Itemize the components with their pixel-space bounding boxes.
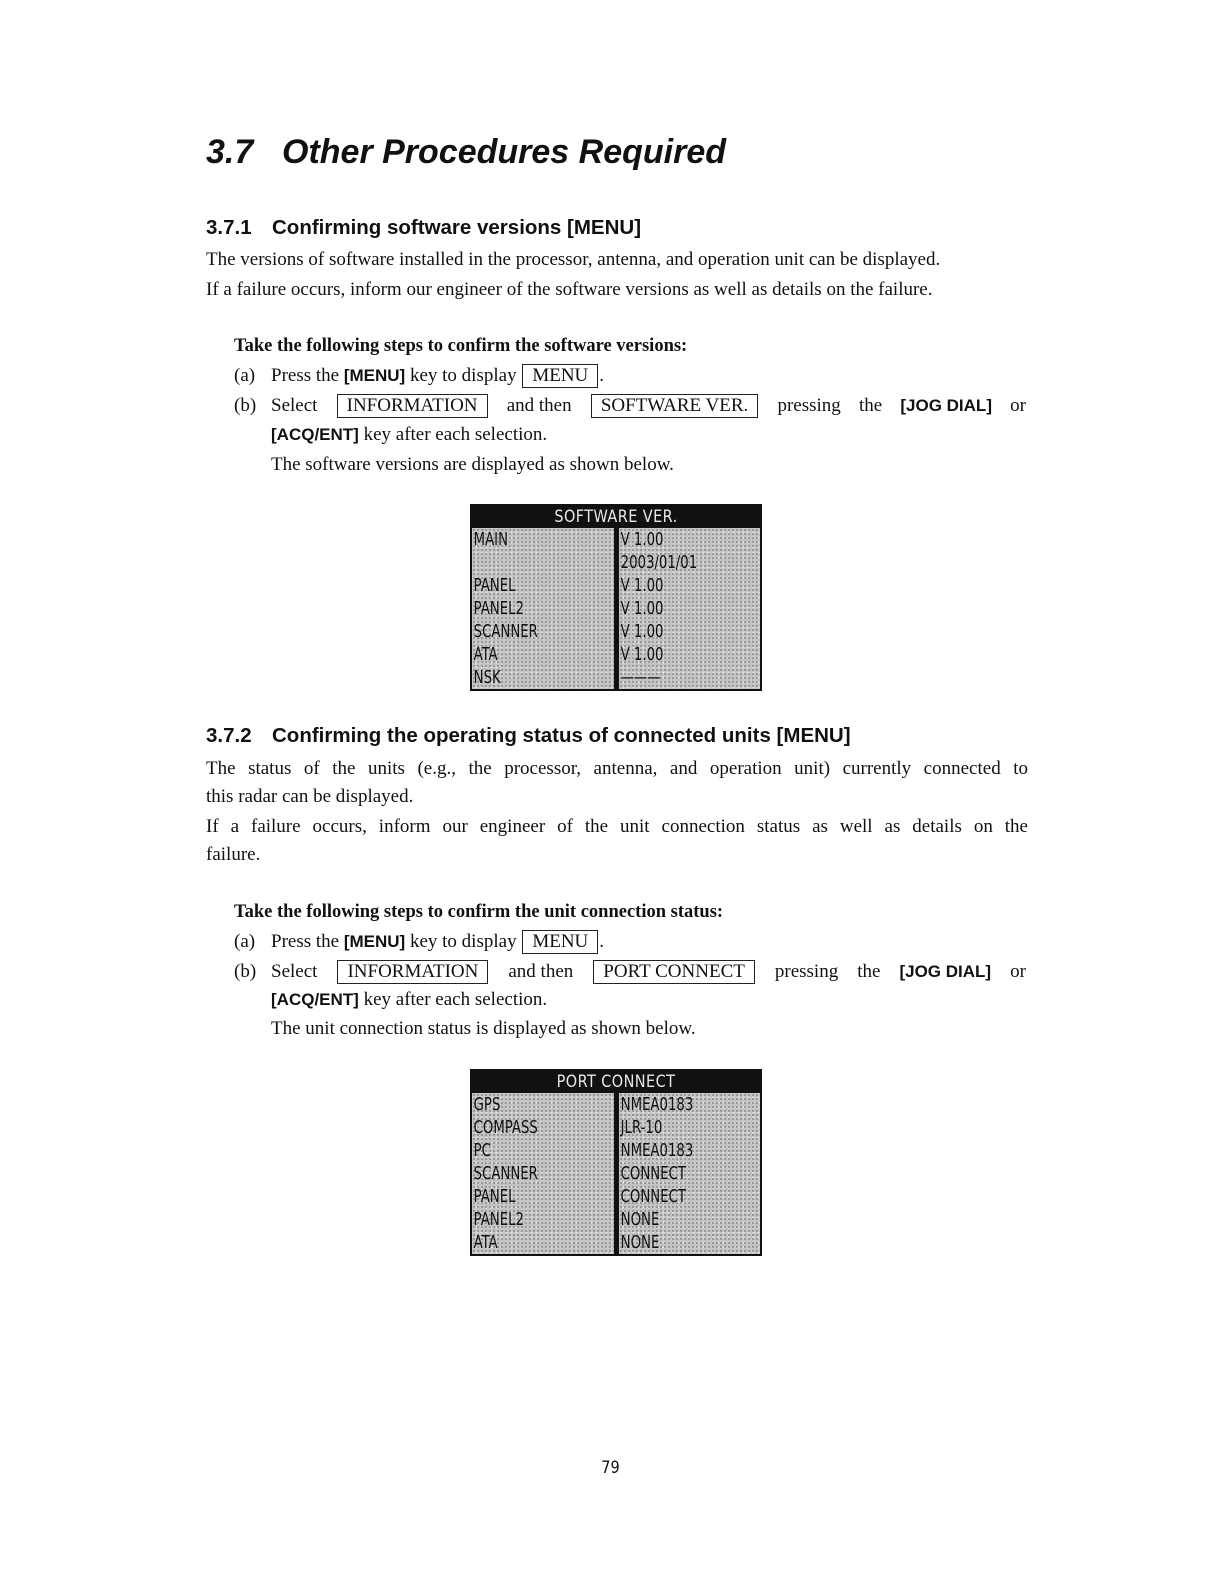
- step-text: or: [1010, 961, 1026, 982]
- screen-label: SCANNER: [473, 621, 538, 642]
- screen-value: NONE: [620, 1209, 660, 1230]
- screen-title: PORT CONNECT: [556, 1072, 676, 1092]
- menu-item-box: SOFTWARE VER.: [591, 394, 758, 418]
- section-heading-text: Confirming the operating status of connected units [MENU]: [272, 724, 851, 747]
- step-text: or: [1010, 395, 1026, 416]
- screen-label: GPS: [473, 1094, 501, 1115]
- step-text: pressing: [774, 961, 839, 982]
- screen-label: PANEL: [473, 1186, 516, 1207]
- key-name: [MENU]: [343, 932, 406, 951]
- screen-label: PANEL2: [473, 598, 524, 619]
- screen-value: CONNECT: [620, 1186, 687, 1207]
- step-text: Press the: [271, 365, 344, 386]
- paragraph-line: failure.: [206, 844, 261, 865]
- menu-item-box: MENU: [522, 364, 598, 388]
- step-a: [234, 361, 1026, 390]
- screen-label: [472, 551, 588, 574]
- screen-grid: [472, 528, 760, 689]
- step-text: key to display: [405, 365, 522, 386]
- paragraph-line: The status of the units (e.g., the processor, antenna, and operation unit) currently connected to: [206, 758, 1028, 779]
- step-text: .: [599, 931, 605, 952]
- section-heading-text: Confirming software versions [MENU]: [272, 216, 642, 239]
- screen-label: MAIN: [473, 529, 509, 550]
- section-number: 3.7.1: [206, 216, 252, 239]
- screen-label: COMPASS: [473, 1117, 538, 1138]
- step-letter: (a): [234, 365, 256, 386]
- step-text: pressing: [777, 395, 841, 416]
- screen-value: V 1.00: [620, 529, 664, 550]
- screen-value: JLR-10: [620, 1117, 663, 1138]
- screen-label: NSK: [473, 667, 501, 688]
- screen-value: V 1.00: [620, 644, 664, 665]
- step-text: and then: [508, 961, 574, 982]
- step-result: The unit connection status is displayed as shown below.: [271, 1018, 696, 1039]
- step-text: Select: [271, 395, 318, 416]
- screen-grid: [472, 1093, 760, 1254]
- steps-lead: Take the following steps to confirm the unit connection status:: [234, 902, 724, 922]
- screen-value: ———: [620, 667, 661, 688]
- key-name: [JOG DIAL]: [899, 962, 992, 981]
- step-result: The software versions are displayed as shown below.: [271, 454, 674, 475]
- section-number: 3.7.2: [206, 724, 252, 747]
- step-text: Select: [271, 961, 318, 982]
- step-text: and then: [506, 395, 572, 416]
- screen-label: PANEL2: [473, 1209, 524, 1230]
- paragraph-line: If a failure occurs, inform our engineer of the software versions as well as details on the failure.: [206, 279, 933, 300]
- screen-value: NONE: [620, 1232, 660, 1253]
- chapter-title: [206, 133, 726, 172]
- menu-item-box: MENU: [522, 930, 598, 954]
- screen-label-column: [472, 1093, 619, 1254]
- screen-value: 2003/01/01: [620, 552, 698, 573]
- step-text: the: [857, 961, 881, 982]
- menu-item-box: INFORMATION: [337, 394, 488, 418]
- step-b-continuation: [271, 420, 547, 449]
- step-text: key to display: [405, 931, 522, 952]
- menu-item-box: PORT CONNECT: [593, 960, 755, 984]
- step-letter: (b): [234, 395, 257, 416]
- key-name: [ACQ/ENT]: [271, 425, 359, 444]
- step-text: key after each selection.: [358, 424, 548, 445]
- paragraph-line: this radar can be displayed.: [206, 786, 414, 807]
- screen-label: ATA: [473, 644, 498, 665]
- screen-title: SOFTWARE VER.: [554, 507, 678, 527]
- paragraph-line: If a failure occurs, inform our engineer of the unit connection status as well as details on the: [206, 816, 1028, 837]
- paragraph-line: The versions of software installed in the processor, antenna, and operation unit can be displayed.: [206, 249, 941, 270]
- screen-label: ATA: [473, 1232, 498, 1253]
- section-heading-software-versions: [206, 216, 641, 240]
- section-heading-connected-units: [206, 724, 851, 748]
- step-a: [234, 927, 1026, 956]
- step-b: [234, 957, 1026, 986]
- menu-item-box: INFORMATION: [337, 960, 488, 984]
- screen-label: PANEL: [473, 575, 516, 596]
- key-name: [MENU]: [343, 366, 406, 385]
- screen-value: V 1.00: [620, 621, 664, 642]
- key-name: [JOG DIAL]: [900, 396, 992, 415]
- step-b-continuation: [271, 985, 547, 1014]
- step-letter: (b): [234, 961, 257, 982]
- page-number: 79: [601, 1458, 620, 1478]
- screen-label: SCANNER: [473, 1163, 538, 1184]
- chapter-number: 3.7: [206, 133, 254, 171]
- screen-value: CONNECT: [620, 1163, 687, 1184]
- key-name: [ACQ/ENT]: [271, 990, 359, 1009]
- screen-value: NMEA0183: [620, 1094, 694, 1115]
- chapter-title-text: Other Procedures Required: [282, 133, 727, 171]
- screen-value: V 1.00: [620, 575, 664, 596]
- screen-value: NMEA0183: [620, 1140, 694, 1161]
- screen-label-column: [472, 528, 619, 689]
- software-version-screen: [470, 504, 762, 691]
- screen-label: PC: [473, 1140, 491, 1161]
- port-connect-screen: [470, 1069, 762, 1256]
- step-text: key after each selection.: [358, 989, 548, 1010]
- screen-value-column: [619, 1093, 760, 1254]
- screen-value: V 1.00: [620, 598, 664, 619]
- step-letter: (a): [234, 931, 256, 952]
- steps-lead: Take the following steps to confirm the software versions:: [234, 336, 688, 356]
- step-text: the: [858, 395, 883, 416]
- step-text: Press the: [271, 931, 344, 952]
- screen-value-column: [619, 528, 760, 689]
- step-b: [234, 391, 1026, 420]
- step-text: .: [599, 365, 605, 386]
